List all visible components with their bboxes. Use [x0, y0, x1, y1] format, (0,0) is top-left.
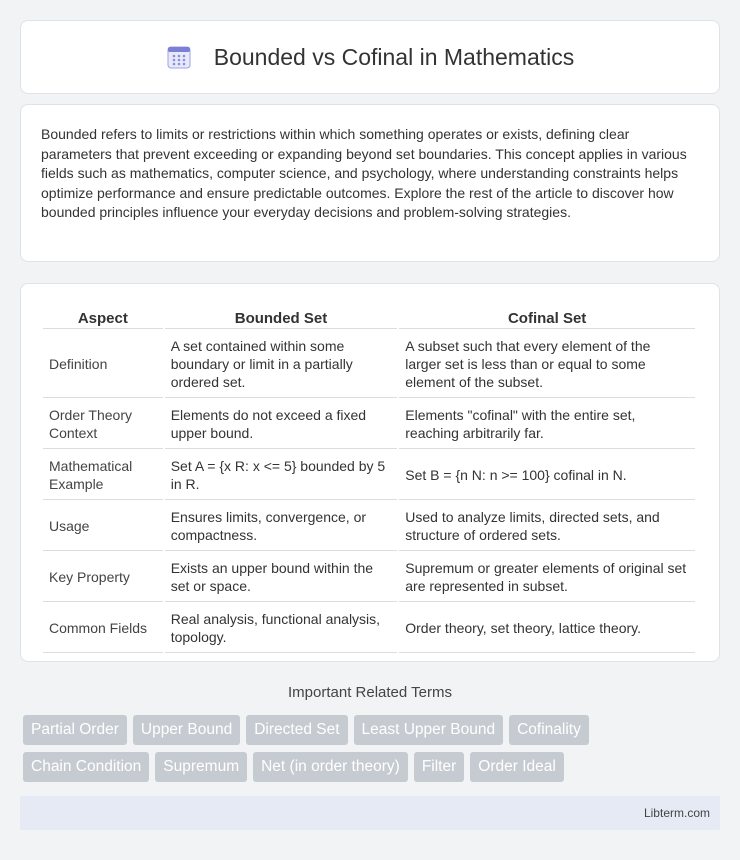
tag-cofinality[interactable]: Cofinality: [509, 715, 589, 745]
header-bounded: Bounded Set: [165, 306, 398, 329]
table-row: [43, 451, 695, 500]
cell-aspect: Definition: [43, 331, 163, 398]
tag-directed-set[interactable]: Directed Set: [246, 715, 347, 745]
comparison-card: [20, 283, 720, 662]
tag-supremum[interactable]: Supremum: [155, 752, 247, 782]
table-row: [43, 502, 695, 551]
cell-aspect: Mathematical Example: [43, 451, 163, 500]
tag-order-ideal[interactable]: Order Ideal: [470, 752, 564, 782]
cell-bounded: Real analysis, functional analysis, topology.: [165, 604, 398, 653]
footer-site-link[interactable]: Libterm.com: [643, 806, 710, 820]
intro-card: [20, 104, 720, 262]
tag-row: [23, 752, 723, 782]
header-aspect: Aspect: [43, 306, 163, 329]
cell-aspect: Common Fields: [43, 604, 163, 653]
cell-bounded: A set contained within some boundary or limit in a partially ordered set.: [165, 331, 398, 398]
tag-chain-condition[interactable]: Chain Condition: [23, 752, 149, 782]
cell-aspect: Key Property: [43, 553, 163, 602]
cell-cofinal: Set B = {n N: n >= 100} cofinal in N.: [399, 451, 695, 500]
cell-cofinal: Used to analyze limits, directed sets, and structure of ordered sets.: [399, 502, 695, 551]
title-wrap: [166, 44, 575, 71]
table-row: [43, 604, 695, 653]
related-terms-title: Important Related Terms: [288, 684, 452, 701]
tag-upper-bound[interactable]: Upper Bound: [133, 715, 240, 745]
header-cofinal: Cofinal Set: [399, 306, 695, 329]
cell-aspect: Usage: [43, 502, 163, 551]
table-row: [43, 553, 695, 602]
tag-net[interactable]: Net (in order theory): [253, 752, 408, 782]
comparison-table: [41, 304, 697, 655]
tag-row: [23, 715, 723, 745]
tag-filter[interactable]: Filter: [414, 752, 464, 782]
calendar-grid-icon: [166, 44, 192, 70]
cell-bounded: Set A = {x R: x <= 5} bounded by 5 in R.: [165, 451, 398, 500]
cell-cofinal: Order theory, set theory, lattice theory.: [399, 604, 695, 653]
cell-bounded: Elements do not exceed a fixed upper bound.: [165, 400, 398, 449]
cell-cofinal: Elements "cofinal" with the entire set, reaching arbitrarily far.: [399, 400, 695, 449]
cell-cofinal: Supremum or greater elements of original set are represented in subset.: [399, 553, 695, 602]
cell-bounded: Exists an upper bound within the set or space.: [165, 553, 398, 602]
intro-paragraph: Bounded refers to limits or restrictions within which something operates or exists, defining clear parameters that prevent exceeding or expanding beyond set boundaries. This concept applies in various fields such as mathematics, computer science, and psychology, where understanding constraints helps optimize performance and ensure predictable outcomes. Explore the rest of the article to discover how bounded principles influence your everyday decisions and problem-solving strategies.: [41, 126, 687, 221]
footer-bar: [20, 796, 720, 830]
page-title: Bounded vs Cofinal in Mathematics: [213, 43, 575, 70]
tag-least-upper-bound[interactable]: Least Upper Bound: [354, 715, 504, 745]
cell-bounded: Ensures limits, convergence, or compactness.: [165, 502, 398, 551]
cell-cofinal: A subset such that every element of the larger set is less than or equal to some element of the subset.: [399, 331, 695, 398]
cell-aspect: Order Theory Context: [43, 400, 163, 449]
table-header-row: [43, 306, 695, 329]
header-card: [20, 20, 720, 94]
table-row: [43, 331, 695, 398]
tag-partial-order[interactable]: Partial Order: [23, 715, 127, 745]
related-terms-list: [23, 715, 723, 789]
table-row: [43, 400, 695, 449]
